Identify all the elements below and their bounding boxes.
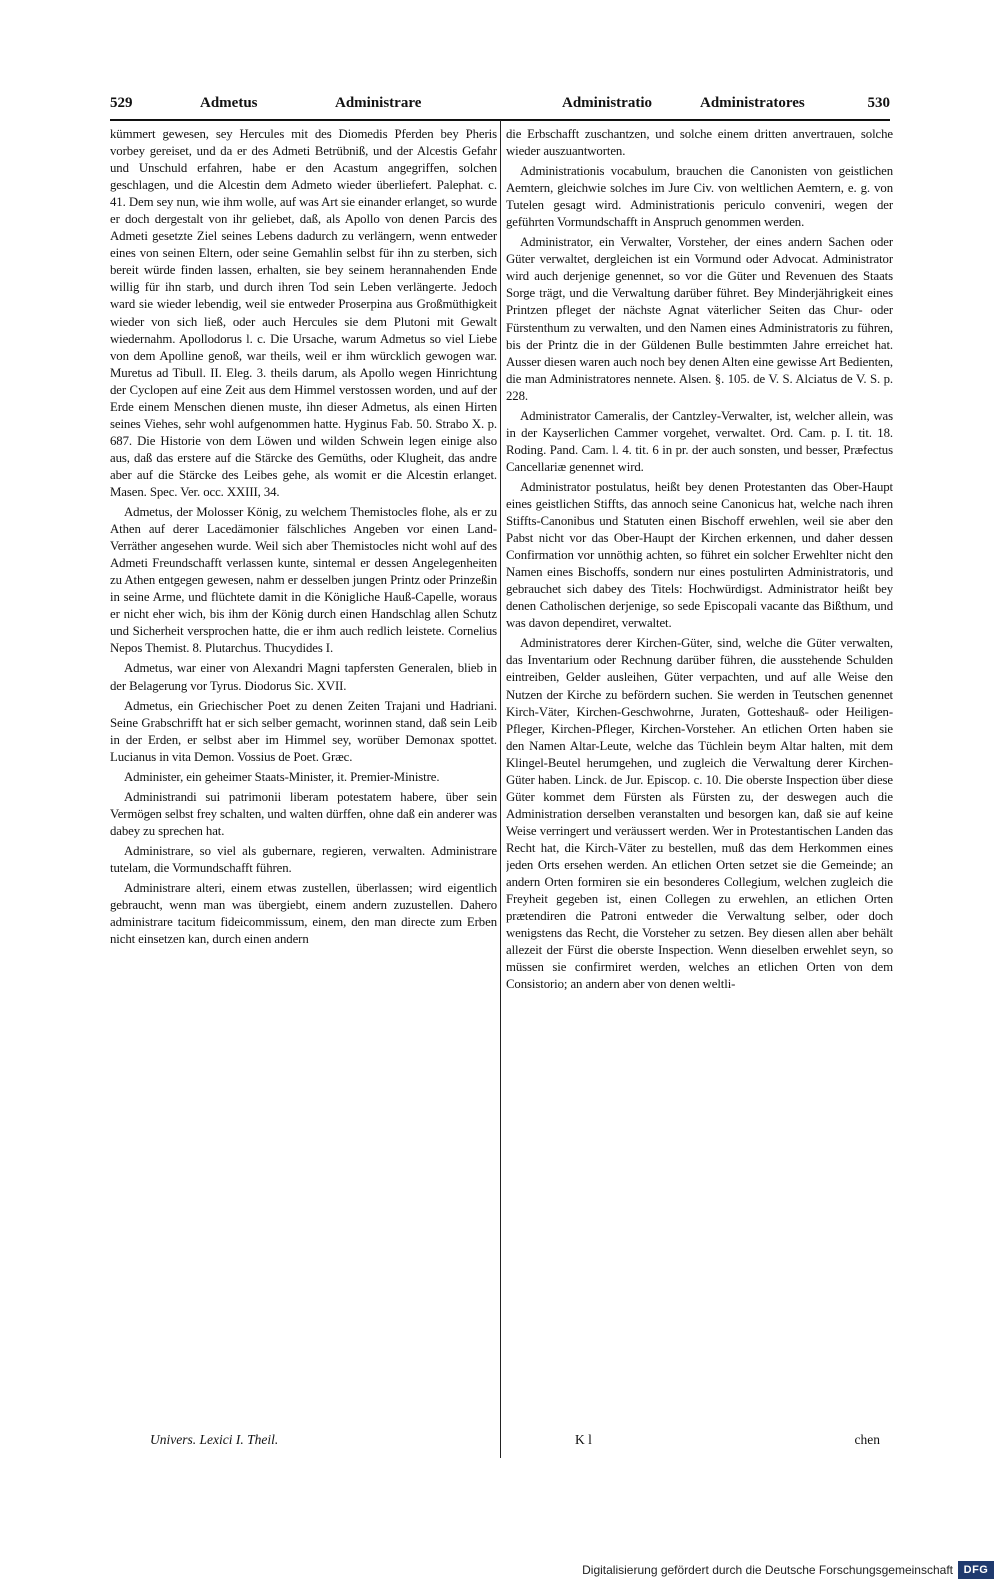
paragraph: Administrator, ein Verwalter, Vorsteher, der eines andern Sachen oder Güter verwaltet, dergleichen ist ein Vormund oder Advocat. Administrator wird auch derjenige genennet, so vor die Güter und Revenuen des Staats Sorge trägt, und die Verwaltung darüber führet. Bey Minderjährigkeit eines Printzen pfleget der nächste Agnat väterlicher Seiten das Chur- oder Fürstenthum zu verwalten, und den Namen eines Administratoris zu führen, bis der Printz die in der Güldenen Bulle bestimmten Jahre erreichet hat. Ausser diesen waren auch noch bey denen Alten eine gewisse Art Bedienten, die man Administratores nennete. Alsen. §. 105. de V. S. Alciatus de V. S. p. 228. [506, 235, 893, 403]
paragraph: die Erbschafft zuschantzen, und solche einem dritten anvertrauen, solche wieder auszuantworten. [506, 127, 893, 159]
paragraph: Administrare, so viel als gubernare, regieren, verwalten. Administrare tutelam, die Vormundschafft führen. [110, 843, 497, 875]
paragraph: Administrare alteri, einem etwas zustellen, überlassen; wird eigentlich gebraucht, wenn man was übergiebt, einem andern zuzustellen. Dahero administrare tacitum fideicommissum, einem, den man directe zum Erben nicht einsetzen kan, durch einen andern [110, 881, 497, 947]
right-column [506, 126, 893, 1458]
header-keyword-left-2: Administrare [335, 95, 422, 111]
sheet-mark: K l [575, 1432, 592, 1447]
paragraph: Administratores derer Kirchen-Güter, sind, welche die Güter verwalten, das Inventarium oder Rechnung darüber führen, die ausstehende Schulden eintreiben, Gelder ausleihen, Güter verpachten, und auf alle Weise den Nutzen der Kirche zu befördern suchen. Sie werden in Teutschen genennet Kirch-Väter, Kirchen-Geschwohrne, Juraten, Gotteshauß- oder Heiligen-Pfleger, Kirchen-Pfleger, Kirchen-Vorsteher. An etlichen Orten haben sie den Namen Altar-Leute, welche das Tüchlein beym Altar halten, mit dem Klingel-Beutel herumgehen, und zugleich die Verwaltung derer Kirchen-Güter haben. Linck. de Jur. Episcop. c. 10. Die oberste Inspection über diese Güter kommet dem Fürsten als Fürsten zu, der deswegen auch die Administration derselben veranstalten und besorgen kan, daß sie auf keine Weise verringert und veräussert werden. Wer in Protestantischen Landen das Recht hat, die Kirch-Väter zu bestellen, muß das dem Herkommen eines jeden Orts ersehen werden. An etlichen Orten setzet sie die Gemeinde; an andern Orten formiren sie ein besonderes Collegium, welchen zugleich die Freyheit gegeben ist, einen Collegen zu erwehlen, an etlichen Orten prætendiren die Patroni entweder die Verwaltung selber, oder doch wenigstens das Recht, die Vorsteher zu setzen. Bey diesen allen aber behält allezeit der Fürst die oberste Inspection. Wenn dieselben erwehlet seyn, so müssen sie confirmiret werden, welches an etlichen Orten von dem Consistorio; an andern aber von denen weltli- [506, 636, 893, 992]
header-keyword-right-1: Administratio [562, 95, 652, 111]
column-divider [500, 120, 501, 1458]
catchword: chen [854, 1432, 880, 1447]
paragraph: kümmert gewesen, sey Hercules mit des Diomedis Pferden bey Pheris vorbey gereiset, und da er des Admeti Betrübniß, und der Alcestis Gefahr und Unschuld erfahren, habe er den Acastum angegriffen, solchen geschlagen, und die Alcestin dem Admeto wieder überliefert. Palephat. c. 41. Dem sey nun, wie ihm wolle, auf was Art sie einander erlanget, so wurde er doch dergestalt von ihr geliebet, daß, als Apollo von denen Parcis des Admeti gesetzte Ziel seines Lebens dadurch zu verlängern, wenn entweder eines von seinen Eltern, oder seine Gemahlin selbst für ihn zu sterben, sich bereit würde finden lassen, erhalten, sie bey seinem herannahenden Ende willig für ihn starb, und durch ihren Tod sein Leben verlängerte. Jedoch ward sie wieder lebendig, weil sie entweder Proserpina aus Großmüthigkeit wieder von sich ließ, oder auch Hercules sie dem Plutoni mit Gewalt wiedernahm. Apollodorus l. c. Die Ursache, warum Admetus so viel Liebe von dem Apolline genoß, war theils, weil er ihm würcklich gewogen war. Muretus ad Tibull. II. Eleg. 3. theils darum, als Apollo wegen Hinrichtung der Cyclopen auf eine Zeit aus dem Himmel verstossen worden, und auf der Erde einem Menschen dienen muste, ihn dieser Admetus, als einen Hirten seines Viehes, sehr wohl aufgenommen hatte. Hyginus Fab. 50. Strabo X. p. 687. Die Historie von dem Löwen und wilden Schwein legen einige also aus, daß das erstere auf die Stärcke des Gemüths, oder Klugheit, das andre aber auf die Stärcke des Leibes gehe, als womit er die Alcestin erlanget. Masen. Spec. Ver. occ. XXIII, 34. [110, 127, 497, 499]
left-column [110, 126, 497, 1458]
paragraph: Administrationis vocabulum, brauchen die Canonisten von geistlichen Aemtern, gleichwie solches im Jure Civ. von weltlichen Aemtern, e. g. von Tutelen gesagt wird. Administrationis periculo conveniri, wegen der geführten Vormundschafft in Anspruch genommen werden. [506, 164, 893, 230]
dfg-logo-icon: DFG [958, 1561, 994, 1579]
paragraph: Administrator Cameralis, der Cantzley-Verwalter, ist, welcher allein, was in der Kayserlichen Cammer vorgehet, verwaltet. Ord. Cam. p. I. tit. 18. Roding. Pand. Cam. l. 4. tit. 6 in pr. der auch sonsten, und besser, Præfectus Cancellariæ genennet wird. [506, 408, 893, 474]
paragraph: Administrator postulatus, heißt bey denen Protestanten das Ober-Haupt eines geistlichen Stiffts, das annoch seine Canonicus hat, welche nach ihren Stiffts-Canonibus und Statuten einen Bischoff erwehlen, weil sie aber den Pabst nicht vor das Ober-Haupt der Kirchen erkennen, und daher dessen Confirmation vor unnöthig achten, so führet ein solcher Erwehlter nicht den Namen eines Bischoffs, sondern nur eines postulirten Administratoris, und gebrauchet sich dabey des Titels: Hochwürdigst. Administrator heißt bey denen Catholischen derjenige, so sede Episcopali vacante das Bißthum, und was davon dependiret, verwaltet. [506, 479, 893, 631]
paragraph: Admetus, ein Griechischer Poet zu denen Zeiten Trajani und Hadriani. Seine Grabschrifft hat er sich selber gemacht, worinnen stand, daß sein Leib in der Erden, er selbst aber im Himmel sey, worüber Demonax spottet. Lucianus in vita Demon. Vossius de Poet. Græc. [110, 698, 497, 764]
paragraph: Admetus, war einer von Alexandri Magni tapfersten Generalen, blieb in der Belagerung vor Tyrus. Diodorus Sic. XVII. [110, 661, 497, 693]
running-header [110, 95, 890, 117]
signature-line: Univers. Lexici I. Theil. [150, 1432, 279, 1447]
header-keyword-right-2: Administratores [700, 95, 805, 111]
page-number-right: 530 [867, 95, 890, 111]
page-footer [110, 1432, 890, 1452]
paragraph: Administer, ein geheimer Staats-Minister, it. Premier-Ministre. [124, 769, 440, 784]
paragraph: Admetus, der Molosser König, zu welchem Themistocles flohe, als er zu Athen auf derer Lacedämonier fälschliches Angeben vor einen Land-Verräther angesehen wurde. Weil sich aber Themistocles nicht wohl auf des Admeti Freundschafft verlassen kunte, sintemal er dessen Angelegenheiten zu Athen entgegen gewesen, nahm er desselben jungen Printz oder Prinzeßin in seine Arme, und flüchtete damit in die Königliche Hauß-Capelle, woraus er nicht eher wich, bis ihm der König durch einen Handschlag allen Schutz und Sicherheit versprochen hatte, die er ihm auch redlich leistete. Cornelius Nepos Themist. 8. Plutarchus. Thucydides I. [110, 505, 497, 656]
digitization-credit-text: Digitalisierung gefördert durch die Deutsche Forschungsgemeinschaft [582, 1563, 953, 1577]
digitization-credit [582, 1558, 994, 1582]
paragraph: Administrandi sui patrimonii liberam potestatem habere, über sein Vermögen selbst frey schalten, und walten dürffen, ohne daß ein anderer was dabey zu sprechen hat. [110, 789, 497, 838]
page-number-left: 529 [110, 95, 133, 111]
header-keyword-left-1: Admetus [200, 95, 258, 111]
